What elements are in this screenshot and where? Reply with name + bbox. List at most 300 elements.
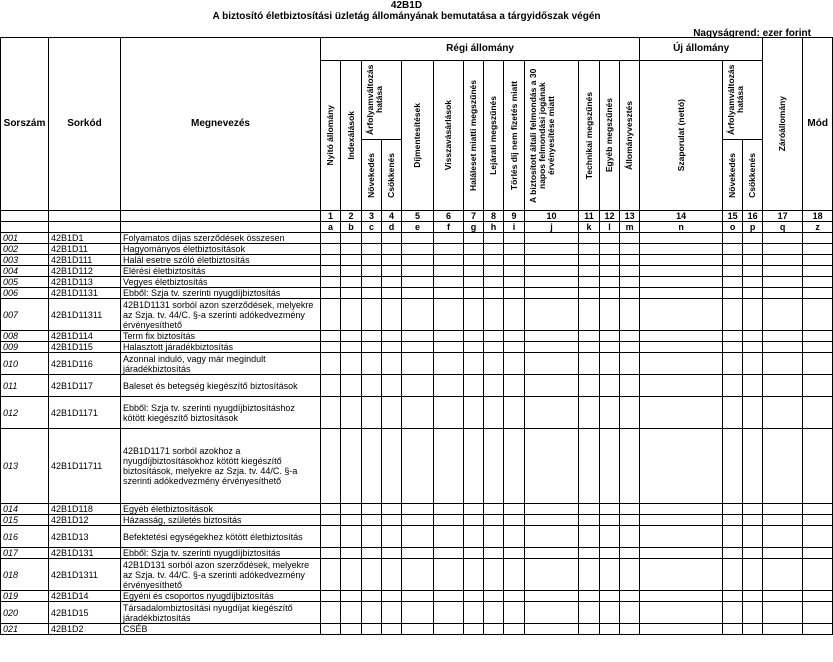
data-cell[interactable] <box>723 299 743 331</box>
data-cell[interactable] <box>341 429 362 504</box>
data-cell[interactable] <box>464 559 484 591</box>
data-cell[interactable] <box>743 624 763 635</box>
data-cell[interactable] <box>341 515 362 526</box>
data-cell[interactable] <box>434 288 464 299</box>
data-cell[interactable] <box>434 244 464 255</box>
data-cell[interactable] <box>321 548 341 559</box>
data-cell[interactable] <box>640 244 723 255</box>
data-cell[interactable] <box>321 429 341 504</box>
data-cell[interactable] <box>579 342 600 353</box>
data-cell[interactable] <box>600 244 620 255</box>
data-cell[interactable] <box>640 548 723 559</box>
data-cell[interactable] <box>402 255 434 266</box>
data-cell[interactable] <box>321 288 341 299</box>
data-cell[interactable] <box>743 559 763 591</box>
data-cell[interactable] <box>504 266 525 277</box>
data-cell[interactable] <box>763 515 803 526</box>
data-cell[interactable] <box>341 233 362 244</box>
data-cell[interactable] <box>341 353 362 375</box>
data-cell[interactable] <box>382 277 402 288</box>
data-cell[interactable] <box>321 624 341 635</box>
data-cell[interactable] <box>743 233 763 244</box>
data-cell[interactable] <box>525 331 579 342</box>
data-cell[interactable] <box>600 288 620 299</box>
data-cell[interactable] <box>579 429 600 504</box>
data-cell[interactable] <box>803 504 833 515</box>
data-cell[interactable] <box>362 602 382 624</box>
data-cell[interactable] <box>382 342 402 353</box>
data-cell[interactable] <box>640 591 723 602</box>
data-cell[interactable] <box>382 429 402 504</box>
data-cell[interactable] <box>803 526 833 548</box>
data-cell[interactable] <box>484 624 504 635</box>
data-cell[interactable] <box>382 233 402 244</box>
data-cell[interactable] <box>525 342 579 353</box>
data-cell[interactable] <box>525 515 579 526</box>
data-cell[interactable] <box>504 342 525 353</box>
data-cell[interactable] <box>341 602 362 624</box>
data-cell[interactable] <box>402 429 434 504</box>
data-cell[interactable] <box>504 397 525 429</box>
data-cell[interactable] <box>321 375 341 397</box>
data-cell[interactable] <box>504 602 525 624</box>
data-cell[interactable] <box>402 559 434 591</box>
data-cell[interactable] <box>640 515 723 526</box>
data-cell[interactable] <box>579 244 600 255</box>
data-cell[interactable] <box>620 353 640 375</box>
data-cell[interactable] <box>763 526 803 548</box>
data-cell[interactable] <box>402 526 434 548</box>
data-cell[interactable] <box>579 266 600 277</box>
data-cell[interactable] <box>341 559 362 591</box>
data-cell[interactable] <box>484 559 504 591</box>
data-cell[interactable] <box>341 277 362 288</box>
data-cell[interactable] <box>434 299 464 331</box>
data-cell[interactable] <box>434 233 464 244</box>
data-cell[interactable] <box>434 548 464 559</box>
data-cell[interactable] <box>434 375 464 397</box>
data-cell[interactable] <box>743 331 763 342</box>
data-cell[interactable] <box>402 624 434 635</box>
data-cell[interactable] <box>464 526 484 548</box>
data-cell[interactable] <box>362 277 382 288</box>
data-cell[interactable] <box>723 624 743 635</box>
data-cell[interactable] <box>525 299 579 331</box>
data-cell[interactable] <box>402 602 434 624</box>
data-cell[interactable] <box>321 526 341 548</box>
data-cell[interactable] <box>579 504 600 515</box>
data-cell[interactable] <box>484 277 504 288</box>
data-cell[interactable] <box>484 266 504 277</box>
data-cell[interactable] <box>579 559 600 591</box>
data-cell[interactable] <box>600 299 620 331</box>
data-cell[interactable] <box>341 331 362 342</box>
data-cell[interactable] <box>743 266 763 277</box>
data-cell[interactable] <box>525 591 579 602</box>
data-cell[interactable] <box>743 504 763 515</box>
data-cell[interactable] <box>620 255 640 266</box>
data-cell[interactable] <box>382 602 402 624</box>
data-cell[interactable] <box>763 602 803 624</box>
data-cell[interactable] <box>763 331 803 342</box>
data-cell[interactable] <box>321 591 341 602</box>
data-cell[interactable] <box>803 277 833 288</box>
data-cell[interactable] <box>579 331 600 342</box>
data-cell[interactable] <box>434 255 464 266</box>
data-cell[interactable] <box>341 624 362 635</box>
data-cell[interactable] <box>402 342 434 353</box>
data-cell[interactable] <box>723 233 743 244</box>
data-cell[interactable] <box>579 591 600 602</box>
data-cell[interactable] <box>640 277 723 288</box>
data-cell[interactable] <box>382 288 402 299</box>
data-cell[interactable] <box>763 559 803 591</box>
data-cell[interactable] <box>464 255 484 266</box>
data-cell[interactable] <box>504 375 525 397</box>
data-cell[interactable] <box>579 277 600 288</box>
data-cell[interactable] <box>803 255 833 266</box>
data-cell[interactable] <box>382 548 402 559</box>
data-cell[interactable] <box>402 331 434 342</box>
data-cell[interactable] <box>382 526 402 548</box>
data-cell[interactable] <box>723 504 743 515</box>
data-cell[interactable] <box>434 559 464 591</box>
data-cell[interactable] <box>640 353 723 375</box>
data-cell[interactable] <box>484 233 504 244</box>
data-cell[interactable] <box>579 353 600 375</box>
data-cell[interactable] <box>743 602 763 624</box>
data-cell[interactable] <box>620 526 640 548</box>
data-cell[interactable] <box>600 342 620 353</box>
data-cell[interactable] <box>484 331 504 342</box>
data-cell[interactable] <box>620 342 640 353</box>
data-cell[interactable] <box>504 299 525 331</box>
data-cell[interactable] <box>341 266 362 277</box>
data-cell[interactable] <box>362 288 382 299</box>
data-cell[interactable] <box>504 233 525 244</box>
data-cell[interactable] <box>402 266 434 277</box>
data-cell[interactable] <box>402 353 434 375</box>
data-cell[interactable] <box>620 548 640 559</box>
data-cell[interactable] <box>620 299 640 331</box>
data-cell[interactable] <box>464 602 484 624</box>
data-cell[interactable] <box>723 548 743 559</box>
data-cell[interactable] <box>434 331 464 342</box>
data-cell[interactable] <box>504 591 525 602</box>
data-cell[interactable] <box>504 331 525 342</box>
data-cell[interactable] <box>382 397 402 429</box>
data-cell[interactable] <box>743 288 763 299</box>
data-cell[interactable] <box>382 375 402 397</box>
data-cell[interactable] <box>763 277 803 288</box>
data-cell[interactable] <box>640 526 723 548</box>
data-cell[interactable] <box>362 515 382 526</box>
data-cell[interactable] <box>620 288 640 299</box>
data-cell[interactable] <box>321 515 341 526</box>
data-cell[interactable] <box>484 397 504 429</box>
data-cell[interactable] <box>803 429 833 504</box>
data-cell[interactable] <box>723 375 743 397</box>
data-cell[interactable] <box>504 244 525 255</box>
data-cell[interactable] <box>579 375 600 397</box>
data-cell[interactable] <box>620 504 640 515</box>
data-cell[interactable] <box>484 548 504 559</box>
data-cell[interactable] <box>321 255 341 266</box>
data-cell[interactable] <box>525 526 579 548</box>
data-cell[interactable] <box>620 602 640 624</box>
data-cell[interactable] <box>600 277 620 288</box>
data-cell[interactable] <box>723 515 743 526</box>
data-cell[interactable] <box>579 602 600 624</box>
data-cell[interactable] <box>525 429 579 504</box>
data-cell[interactable] <box>600 526 620 548</box>
data-cell[interactable] <box>600 255 620 266</box>
data-cell[interactable] <box>600 266 620 277</box>
data-cell[interactable] <box>525 397 579 429</box>
data-cell[interactable] <box>464 624 484 635</box>
data-cell[interactable] <box>382 299 402 331</box>
data-cell[interactable] <box>504 277 525 288</box>
data-cell[interactable] <box>525 255 579 266</box>
data-cell[interactable] <box>803 559 833 591</box>
data-cell[interactable] <box>743 526 763 548</box>
data-cell[interactable] <box>321 342 341 353</box>
data-cell[interactable] <box>743 277 763 288</box>
data-cell[interactable] <box>434 429 464 504</box>
data-cell[interactable] <box>803 624 833 635</box>
data-cell[interactable] <box>464 244 484 255</box>
data-cell[interactable] <box>525 233 579 244</box>
data-cell[interactable] <box>620 559 640 591</box>
data-cell[interactable] <box>640 375 723 397</box>
data-cell[interactable] <box>763 255 803 266</box>
data-cell[interactable] <box>362 244 382 255</box>
data-cell[interactable] <box>525 624 579 635</box>
data-cell[interactable] <box>743 591 763 602</box>
data-cell[interactable] <box>723 559 743 591</box>
data-cell[interactable] <box>402 299 434 331</box>
data-cell[interactable] <box>743 342 763 353</box>
data-cell[interactable] <box>723 266 743 277</box>
data-cell[interactable] <box>723 397 743 429</box>
data-cell[interactable] <box>434 266 464 277</box>
data-cell[interactable] <box>763 342 803 353</box>
data-cell[interactable] <box>321 397 341 429</box>
data-cell[interactable] <box>341 397 362 429</box>
data-cell[interactable] <box>743 429 763 504</box>
data-cell[interactable] <box>579 624 600 635</box>
data-cell[interactable] <box>464 299 484 331</box>
data-cell[interactable] <box>341 342 362 353</box>
data-cell[interactable] <box>402 591 434 602</box>
data-cell[interactable] <box>382 331 402 342</box>
data-cell[interactable] <box>579 233 600 244</box>
data-cell[interactable] <box>321 266 341 277</box>
data-cell[interactable] <box>464 375 484 397</box>
data-cell[interactable] <box>600 504 620 515</box>
data-cell[interactable] <box>763 244 803 255</box>
data-cell[interactable] <box>484 429 504 504</box>
data-cell[interactable] <box>434 515 464 526</box>
data-cell[interactable] <box>763 397 803 429</box>
data-cell[interactable] <box>640 299 723 331</box>
data-cell[interactable] <box>434 591 464 602</box>
data-cell[interactable] <box>579 548 600 559</box>
data-cell[interactable] <box>464 591 484 602</box>
data-cell[interactable] <box>402 375 434 397</box>
data-cell[interactable] <box>504 624 525 635</box>
data-cell[interactable] <box>464 429 484 504</box>
data-cell[interactable] <box>803 288 833 299</box>
data-cell[interactable] <box>640 559 723 591</box>
data-cell[interactable] <box>620 266 640 277</box>
data-cell[interactable] <box>743 548 763 559</box>
data-cell[interactable] <box>434 277 464 288</box>
data-cell[interactable] <box>504 526 525 548</box>
data-cell[interactable] <box>321 277 341 288</box>
data-cell[interactable] <box>600 548 620 559</box>
data-cell[interactable] <box>640 624 723 635</box>
data-cell[interactable] <box>504 255 525 266</box>
data-cell[interactable] <box>803 244 833 255</box>
data-cell[interactable] <box>723 602 743 624</box>
data-cell[interactable] <box>803 515 833 526</box>
data-cell[interactable] <box>362 397 382 429</box>
data-cell[interactable] <box>723 331 743 342</box>
data-cell[interactable] <box>402 277 434 288</box>
data-cell[interactable] <box>723 244 743 255</box>
data-cell[interactable] <box>464 548 484 559</box>
data-cell[interactable] <box>640 342 723 353</box>
data-cell[interactable] <box>362 548 382 559</box>
data-cell[interactable] <box>525 504 579 515</box>
data-cell[interactable] <box>620 277 640 288</box>
data-cell[interactable] <box>723 353 743 375</box>
data-cell[interactable] <box>525 244 579 255</box>
data-cell[interactable] <box>600 233 620 244</box>
data-cell[interactable] <box>484 515 504 526</box>
data-cell[interactable] <box>362 255 382 266</box>
data-cell[interactable] <box>484 353 504 375</box>
data-cell[interactable] <box>382 266 402 277</box>
data-cell[interactable] <box>464 233 484 244</box>
data-cell[interactable] <box>382 591 402 602</box>
data-cell[interactable] <box>504 353 525 375</box>
data-cell[interactable] <box>600 353 620 375</box>
data-cell[interactable] <box>640 602 723 624</box>
data-cell[interactable] <box>763 299 803 331</box>
data-cell[interactable] <box>484 504 504 515</box>
data-cell[interactable] <box>402 397 434 429</box>
data-cell[interactable] <box>464 331 484 342</box>
data-cell[interactable] <box>484 342 504 353</box>
data-cell[interactable] <box>620 233 640 244</box>
data-cell[interactable] <box>382 255 402 266</box>
data-cell[interactable] <box>341 375 362 397</box>
data-cell[interactable] <box>341 288 362 299</box>
data-cell[interactable] <box>362 559 382 591</box>
data-cell[interactable] <box>640 266 723 277</box>
data-cell[interactable] <box>620 624 640 635</box>
data-cell[interactable] <box>620 429 640 504</box>
data-cell[interactable] <box>341 299 362 331</box>
data-cell[interactable] <box>464 266 484 277</box>
data-cell[interactable] <box>743 375 763 397</box>
data-cell[interactable] <box>504 429 525 504</box>
data-cell[interactable] <box>803 591 833 602</box>
data-cell[interactable] <box>434 397 464 429</box>
data-cell[interactable] <box>362 331 382 342</box>
data-cell[interactable] <box>743 353 763 375</box>
data-cell[interactable] <box>362 624 382 635</box>
data-cell[interactable] <box>504 288 525 299</box>
data-cell[interactable] <box>723 429 743 504</box>
data-cell[interactable] <box>504 559 525 591</box>
data-cell[interactable] <box>321 331 341 342</box>
data-cell[interactable] <box>763 591 803 602</box>
data-cell[interactable] <box>803 299 833 331</box>
data-cell[interactable] <box>620 397 640 429</box>
data-cell[interactable] <box>579 397 600 429</box>
data-cell[interactable] <box>341 591 362 602</box>
data-cell[interactable] <box>484 288 504 299</box>
data-cell[interactable] <box>743 244 763 255</box>
data-cell[interactable] <box>321 244 341 255</box>
data-cell[interactable] <box>434 526 464 548</box>
data-cell[interactable] <box>484 526 504 548</box>
data-cell[interactable] <box>402 244 434 255</box>
data-cell[interactable] <box>362 233 382 244</box>
data-cell[interactable] <box>600 559 620 591</box>
data-cell[interactable] <box>763 429 803 504</box>
data-cell[interactable] <box>484 602 504 624</box>
data-cell[interactable] <box>484 591 504 602</box>
data-cell[interactable] <box>600 624 620 635</box>
data-cell[interactable] <box>321 602 341 624</box>
data-cell[interactable] <box>803 548 833 559</box>
data-cell[interactable] <box>362 591 382 602</box>
data-cell[interactable] <box>743 299 763 331</box>
data-cell[interactable] <box>743 255 763 266</box>
data-cell[interactable] <box>362 375 382 397</box>
data-cell[interactable] <box>321 233 341 244</box>
data-cell[interactable] <box>723 591 743 602</box>
data-cell[interactable] <box>803 602 833 624</box>
data-cell[interactable] <box>640 504 723 515</box>
data-cell[interactable] <box>321 353 341 375</box>
data-cell[interactable] <box>600 331 620 342</box>
data-cell[interactable] <box>600 375 620 397</box>
data-cell[interactable] <box>402 515 434 526</box>
data-cell[interactable] <box>763 548 803 559</box>
data-cell[interactable] <box>640 331 723 342</box>
data-cell[interactable] <box>803 342 833 353</box>
data-cell[interactable] <box>620 375 640 397</box>
data-cell[interactable] <box>763 504 803 515</box>
data-cell[interactable] <box>341 255 362 266</box>
data-cell[interactable] <box>362 504 382 515</box>
data-cell[interactable] <box>600 515 620 526</box>
data-cell[interactable] <box>525 353 579 375</box>
data-cell[interactable] <box>640 429 723 504</box>
data-cell[interactable] <box>763 624 803 635</box>
data-cell[interactable] <box>434 602 464 624</box>
data-cell[interactable] <box>525 266 579 277</box>
data-cell[interactable] <box>579 526 600 548</box>
data-cell[interactable] <box>434 342 464 353</box>
data-cell[interactable] <box>640 233 723 244</box>
data-cell[interactable] <box>763 233 803 244</box>
